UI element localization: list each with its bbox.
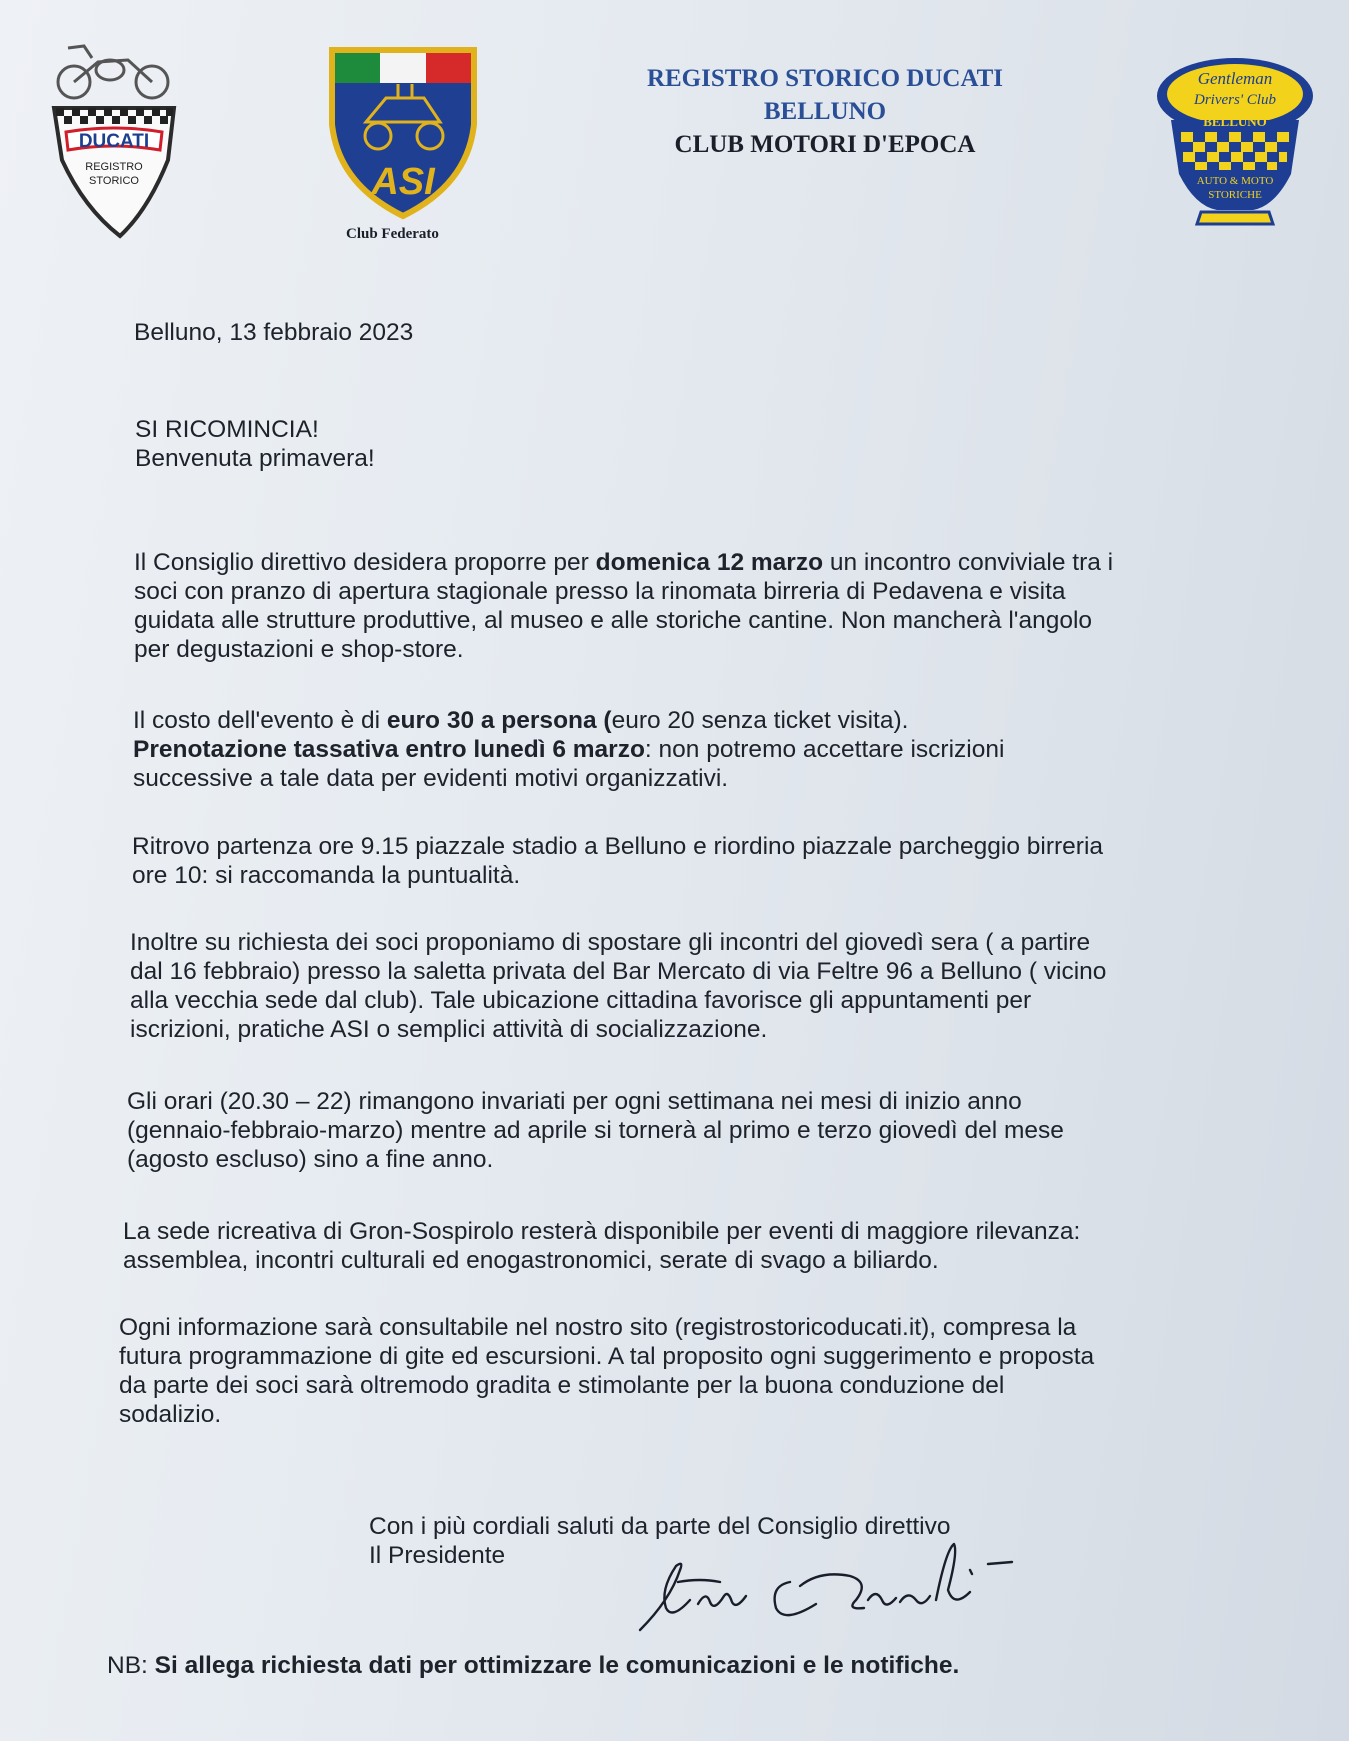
booking-deadline-highlight: Prenotazione tassativa entro lunedì 6 marzo: [133, 736, 645, 763]
letterhead: [560, 62, 1090, 161]
paragraph-schedule-line2: (gennaio-febbraio-marzo) mentre ad aprile si tornerà al primo e terzo giovedì del mese: [127, 1117, 1064, 1144]
gentleman-logo-line3: BELLUNO: [1203, 114, 1267, 129]
closing-greeting: Con i più cordiali saluti da parte del Consiglio direttivo: [369, 1513, 951, 1540]
gentleman-logo-line5: STORICHE: [1208, 189, 1262, 201]
gentleman-logo-line4: AUTO & MOTO: [1196, 175, 1274, 187]
letter-heading: [135, 415, 375, 473]
nb-text: Si allega richiesta dati per ottimizzare le comunicazioni e le notifiche.: [154, 1652, 960, 1679]
ducati-registro-storico-logo: [48, 40, 180, 240]
paragraph-venue-line2: assemblea, incontri culturali ed enogastronomici, serate di svago a biliardo.: [123, 1247, 939, 1274]
closing-signatory: Il Presidente: [369, 1542, 506, 1569]
paragraph-schedule-line3: (agosto escluso) sino a fine anno.: [127, 1146, 494, 1173]
nb-note: [107, 1651, 959, 1680]
paragraph-cost-line1: Il costo dell'evento è di euro 30 a persona (euro 20 senza ticket visita).: [133, 707, 909, 734]
paragraph-venue: [123, 1217, 1080, 1275]
paragraph-website-line2: futura programmazione di gite ed escursioni. A tal proposito ogni suggerimento e proposta: [119, 1343, 1095, 1370]
gentleman-logo-line1: Gentleman: [1197, 69, 1273, 88]
paragraph-thursday-line1: Inoltre su richiesta dei soci proponiamo di spostare gli incontri del giovedì sera ( a partire: [130, 929, 1091, 956]
president-signature: [620, 1530, 1060, 1640]
paragraph-schedule: [127, 1087, 1064, 1174]
paragraph-schedule-line1: Gli orari (20.30 – 22) rimangono invariati per ogni settimana nei mesi di inizio anno: [127, 1088, 1022, 1115]
paragraph-website-line4: sodalizio.: [119, 1401, 222, 1428]
paragraph-cost-line3: successive a tale data per evidenti motivi organizzativi.: [133, 765, 729, 792]
gentleman-logo-line2: Drivers' Club: [1194, 92, 1276, 108]
paragraph-meeting-line2: ore 10: si raccomanda la puntualità.: [132, 862, 521, 889]
paragraph-thursday-meetings: [130, 928, 1106, 1044]
letterhead-line2: BELLUNO: [763, 98, 887, 125]
ducati-logo-brand: DUCATI: [78, 131, 150, 152]
asi-club-logo: [328, 44, 478, 220]
letter-date: Belluno, 13 febbraio 2023: [134, 319, 414, 346]
paragraph-cost: [133, 706, 1004, 793]
letterhead-line1: REGISTRO STORICO DUCATI: [646, 65, 1004, 92]
paragraph-venue-line1: La sede ricreativa di Gron-Sospirolo resterà disponibile per eventi di maggiore rilevanza:: [123, 1218, 1081, 1245]
paragraph-event-line3: guidata alle strutture produttive, al museo e alle storiche cantine. Non mancherà l'angolo: [134, 607, 1093, 634]
paragraph-event: [134, 548, 1113, 664]
paragraph-meeting-line1: Ritrovo partenza ore 9.15 piazzale stadio a Belluno e riordino piazzale parcheggio birreria: [132, 833, 1104, 860]
paragraph-meeting-point: [132, 832, 1103, 890]
paragraph-event-line4: per degustazioni e shop-store.: [134, 636, 464, 663]
asi-caption: Club Federato: [346, 226, 439, 242]
asi-logo-text: ASI: [371, 161, 435, 203]
paragraph-website: [119, 1313, 1094, 1429]
paragraph-event-line1: Il Consiglio direttivo desidera proporre per domenica 12 marzo un incontro conviviale tra i: [134, 549, 1114, 576]
paragraph-thursday-line3: alla vecchia sede dal club). Tale ubicazione cittadina favorisce gli appuntamenti per: [130, 987, 1032, 1014]
cost-highlight: euro 30 a persona (: [386, 707, 612, 734]
paragraph-website-line3: da parte dei soci sarà oltremodo gradita e stimolante per la buona conduzione del: [119, 1372, 1005, 1399]
paragraph-website-line1: Ogni informazione sarà consultabile nel nostro sito (registrostoricoducati.it), compresa la: [119, 1314, 1077, 1341]
ducati-logo-sub2: STORICO: [89, 175, 139, 187]
letterhead-line3: CLUB MOTORI D'EPOCA: [674, 131, 976, 158]
paragraph-cost-line2: Prenotazione tassativa entro lunedì 6 marzo: non potremo accettare iscrizioni: [133, 736, 1005, 763]
paragraph-event-line2: soci con pranzo di apertura stagionale presso la rinomata birreria di Pedavena e visita: [134, 578, 1066, 605]
heading-line1: SI RICOMINCIA!: [135, 416, 319, 443]
paragraph-thursday-line4: iscrizioni, pratiche ASI o semplici attività di socializzazione.: [130, 1016, 768, 1043]
ducati-logo-sub1: REGISTRO: [85, 161, 143, 173]
paragraph-thursday-line2: dal 16 febbraio) presso la saletta privata del Bar Mercato di via Feltre 96 a Belluno ( vicino: [130, 958, 1107, 985]
gentleman-drivers-club-logo: [1155, 56, 1315, 230]
nb-label: NB:: [107, 1652, 155, 1679]
event-date-highlight: domenica 12 marzo: [595, 549, 824, 576]
heading-line2: Benvenuta primavera!: [135, 445, 375, 472]
